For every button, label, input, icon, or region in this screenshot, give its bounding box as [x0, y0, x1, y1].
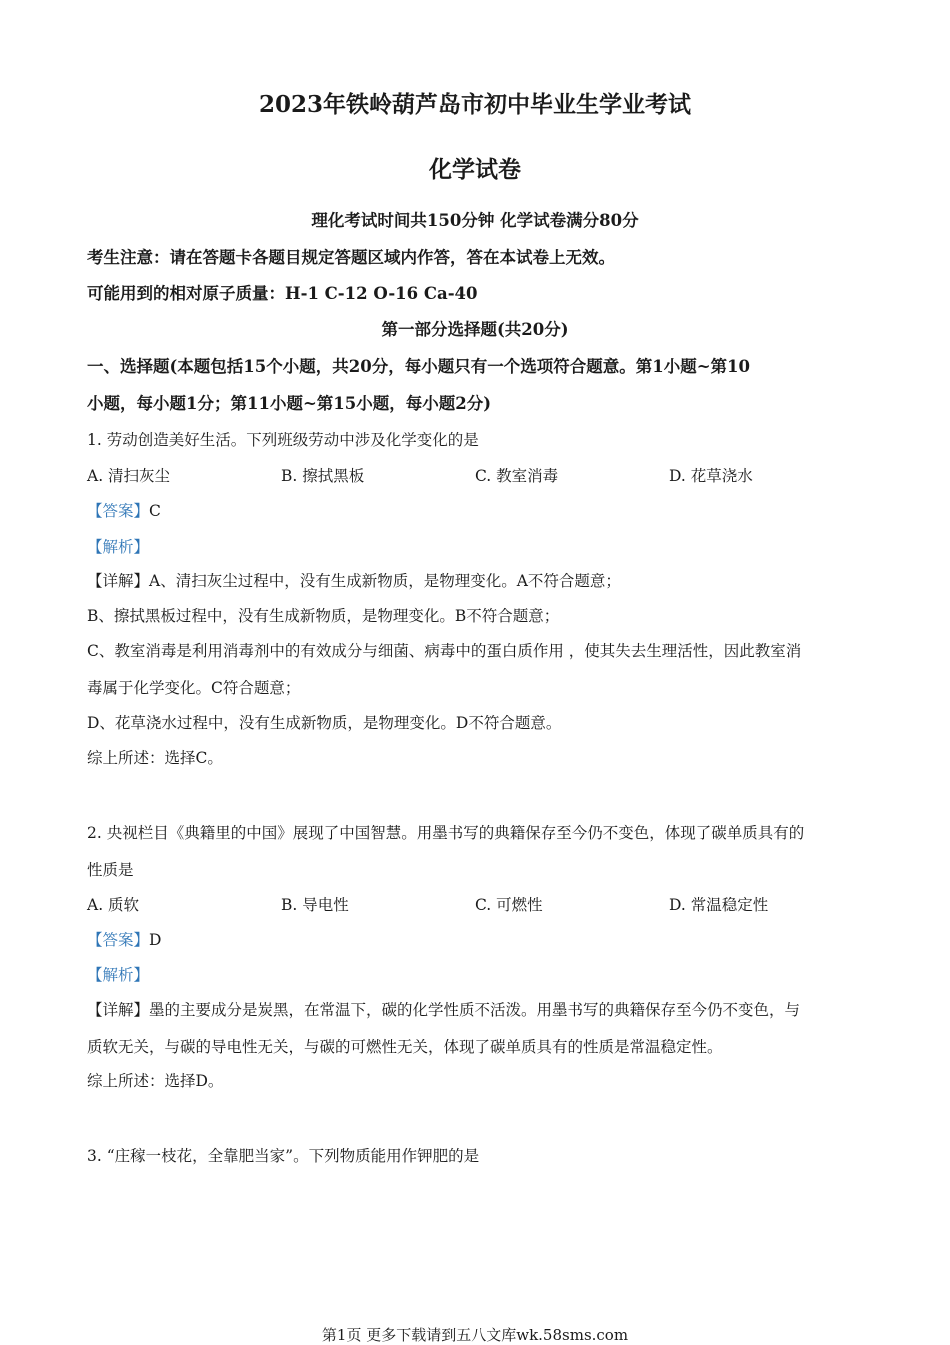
question-2-option-a: A. 质软	[87, 896, 140, 914]
exam-notice: 考生注意：请在答题卡各题目规定答题区域内作答，答在本试卷上无效。	[87, 248, 615, 267]
question-1-option-d: D. 花草浇水	[669, 467, 753, 485]
question-2-detail-line: 【详解】墨的主要成分是炭黑，在常温下，碳的化学性质不活泼。用墨书写的典籍保存至今仍不变色，与	[87, 1001, 801, 1019]
question-2-option-d: D. 常温稳定性	[669, 896, 769, 914]
question-2-stem-line1: 2. 央视栏目《典籍里的中国》展现了中国智慧。用墨书写的典籍保存至今仍不变色，体现了碳单质具有的	[87, 824, 805, 842]
question-1-detail-line: 毒属于化学变化。C符合题意；	[87, 679, 301, 697]
question-1-stem: 1. 劳动创造美好生活。下列班级劳动中涉及化学变化的是	[87, 431, 479, 449]
question-1-detail-line: C、教室消毒是利用消毒剂中的有效成分与细菌、病毒中的蛋白质作用 ，使其失去生理活性，因此教室消	[87, 642, 802, 660]
answer-tag: 【答案】	[87, 931, 150, 949]
question-2-stem-line2: 性质是	[87, 861, 134, 879]
question-2-option-b: B. 导电性	[281, 896, 349, 914]
subject-title: 化学试卷	[429, 156, 521, 183]
section-instructions-line1: 一、选择题(本题包括15个小题，共20分，每小题只有一个选项符合题意。第1小题~第10	[87, 357, 750, 376]
question-1-option-b: B. 擦拭黑板	[281, 467, 365, 485]
question-1-option-c: C. 教室消毒	[475, 467, 559, 485]
question-2-answer	[87, 930, 161, 950]
question-1-option-a: A. 清扫灰尘	[87, 467, 171, 485]
section-instructions-line2: 小题，每小题1分；第11小题~第15小题，每小题2分)	[87, 394, 492, 413]
question-2-option-c: C. 可燃性	[475, 896, 543, 914]
question-1-detail-line: B、擦拭黑板过程中，没有生成新物质，是物理变化。B不符合题意；	[87, 607, 560, 625]
question-1-detail-line: D、花草浇水过程中，没有生成新物质，是物理变化。D不符合题意。	[87, 714, 562, 732]
atomic-masses: 可能用到的相对原子质量：H-1 C-12 O-16 Ca-40	[87, 284, 478, 303]
question-2-detail-line: 质软无关，与碳的导电性无关，与碳的可燃性无关，体现了碳单质具有的性质是常温稳定性。	[87, 1038, 723, 1056]
question-1-answer	[87, 501, 161, 521]
question-2-analysis-tag: 【解析】	[87, 966, 150, 984]
question-2-summary: 综上所述：选择D。	[87, 1072, 224, 1090]
exam-title: 2023年铁岭葫芦岛市初中毕业生学业考试	[258, 91, 691, 118]
question-3-stem: 3. “庄稼一枝花，全靠肥当家”。下列物质能用作钾肥的是	[87, 1147, 480, 1165]
exam-info: 理化考试时间共150分钟 化学试卷满分80分	[311, 211, 639, 230]
part-title: 第一部分选择题(共20分)	[381, 320, 569, 339]
answer-tag: 【答案】	[87, 502, 150, 520]
page-footer: 第1页 更多下载请到五八文库wk.58sms.com	[321, 1326, 629, 1344]
question-1-summary: 综上所述：选择C。	[87, 749, 223, 767]
answer-value: C	[149, 502, 161, 520]
question-1-analysis-tag: 【解析】	[87, 538, 150, 556]
answer-value: D	[149, 931, 162, 949]
question-1-detail-line: 【详解】A、清扫灰尘过程中，没有生成新物质，是物理变化。A不符合题意；	[87, 572, 621, 590]
